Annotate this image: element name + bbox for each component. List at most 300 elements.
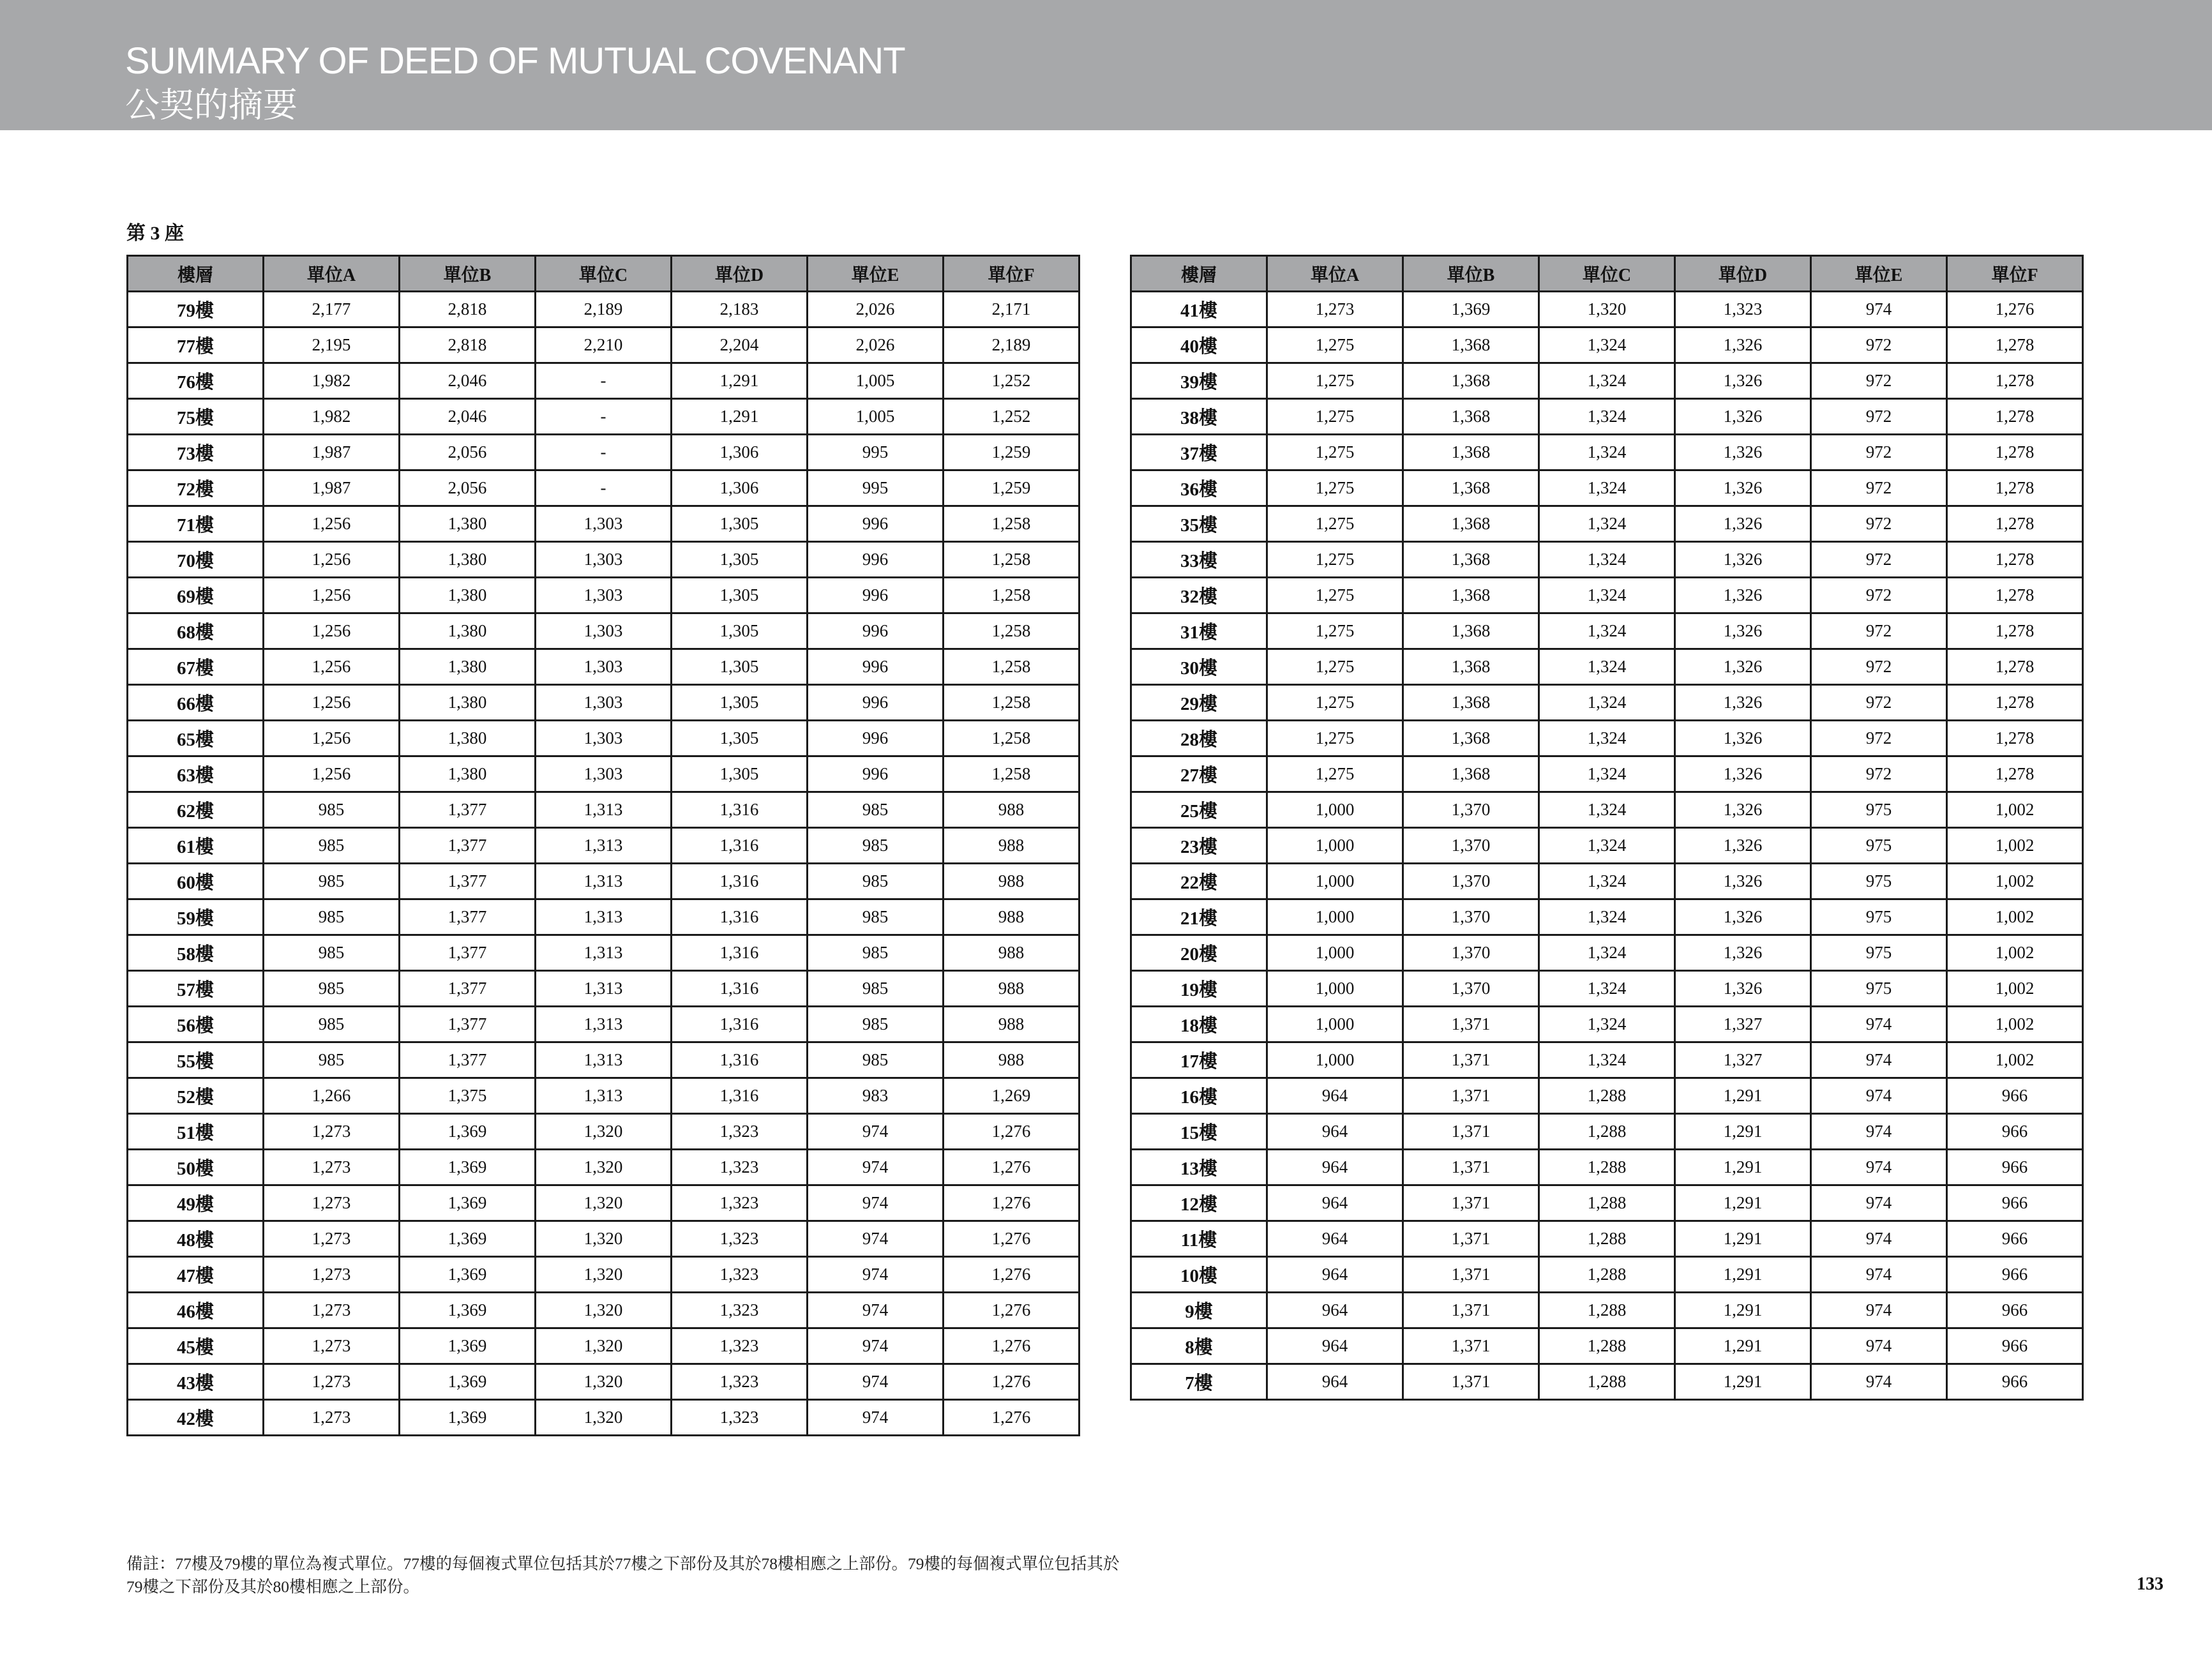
table-cell: 1,313 [536, 1042, 672, 1078]
table-cell: 1,324 [1539, 792, 1675, 828]
table-cell: 1,000 [1267, 1007, 1403, 1042]
table-cell: 1,303 [536, 685, 672, 721]
floor-label: 46樓 [128, 1293, 264, 1328]
table-cell: 974 [808, 1185, 944, 1221]
table-row [1131, 1364, 2083, 1400]
table-cell: 1,316 [672, 1007, 808, 1042]
floor-label: 57樓 [128, 971, 264, 1007]
table-cell: 975 [1811, 792, 1947, 828]
table-cell: 974 [1811, 1257, 1947, 1293]
table-cell: 1,273 [264, 1185, 400, 1221]
table-cell: 1,370 [1403, 935, 1539, 971]
table-cell: 972 [1811, 363, 1947, 399]
table-cell: 974 [1811, 1150, 1947, 1185]
table-cell: 1,316 [672, 1078, 808, 1114]
table-cell: 972 [1811, 435, 1947, 470]
floor-label: 65樓 [128, 721, 264, 756]
table-cell: 1,275 [1267, 613, 1403, 649]
table-cell: 1,276 [944, 1364, 1080, 1400]
table-cell: 1,291 [672, 363, 808, 399]
table-cell: 1,326 [1675, 363, 1811, 399]
table-cell: 1,377 [400, 1042, 536, 1078]
table-cell: 974 [1811, 1364, 1947, 1400]
table-cell: 1,324 [1539, 1007, 1675, 1042]
column-header-unit: 單位D [672, 256, 808, 292]
table-row [1131, 864, 2083, 899]
table-cell: 1,368 [1403, 649, 1539, 685]
table-cell: 2,204 [672, 327, 808, 363]
table-cell: 1,316 [672, 792, 808, 828]
table-cell: 974 [1811, 1078, 1947, 1114]
table-cell: 964 [1267, 1114, 1403, 1150]
column-header-unit: 單位C [536, 256, 672, 292]
table-cell: 1,324 [1539, 721, 1675, 756]
table-cell: 1,278 [1947, 470, 2083, 506]
table-cell: 1,306 [672, 470, 808, 506]
table-cell: 1,258 [944, 685, 1080, 721]
table-cell: 1,276 [944, 1257, 1080, 1293]
table-row [1131, 435, 2083, 470]
table-row [1131, 1042, 2083, 1078]
table-cell: 1,316 [672, 935, 808, 971]
table-cell: 996 [808, 613, 944, 649]
table-cell: 966 [1947, 1185, 2083, 1221]
table-header [1131, 256, 2083, 292]
table-cell: 1,323 [672, 1328, 808, 1364]
table-row [1131, 1114, 2083, 1150]
table-cell: 1,259 [944, 470, 1080, 506]
table-cell: 1,371 [1403, 1078, 1539, 1114]
table-cell: 1,000 [1267, 935, 1403, 971]
table-cell: 1,313 [536, 971, 672, 1007]
table-cell: 1,288 [1539, 1257, 1675, 1293]
table-cell: 1,368 [1403, 470, 1539, 506]
table-cell: - [536, 363, 672, 399]
table-cell: 1,371 [1403, 1364, 1539, 1400]
table-cell: 975 [1811, 864, 1947, 899]
table-cell: 1,288 [1539, 1185, 1675, 1221]
table-cell: 1,305 [672, 649, 808, 685]
table-cell: 1,002 [1947, 828, 2083, 864]
table-row [128, 1114, 1080, 1150]
table-cell: 996 [808, 578, 944, 613]
table-cell: 1,326 [1675, 542, 1811, 578]
table-cell: 1,368 [1403, 578, 1539, 613]
table-row [128, 828, 1080, 864]
table-cell: 1,380 [400, 613, 536, 649]
table-cell: 1,288 [1539, 1328, 1675, 1364]
table-cell: 1,278 [1947, 649, 2083, 685]
floor-label: 40樓 [1131, 327, 1267, 363]
table-cell: 985 [808, 792, 944, 828]
table-cell: 1,370 [1403, 899, 1539, 935]
table-cell: 1,278 [1947, 685, 2083, 721]
table-cell: 1,288 [1539, 1364, 1675, 1400]
table-cell: 1,276 [944, 1221, 1080, 1257]
table-cell: 975 [1811, 971, 1947, 1007]
column-header-unit: 單位E [808, 256, 944, 292]
table-cell: 1,005 [808, 363, 944, 399]
floor-label: 55樓 [128, 1042, 264, 1078]
table-row [1131, 756, 2083, 792]
table-cell: 1,324 [1539, 864, 1675, 899]
table-row [1131, 649, 2083, 685]
table-row [128, 935, 1080, 971]
floor-label: 48樓 [128, 1221, 264, 1257]
table-cell: 1,326 [1675, 971, 1811, 1007]
table-row [128, 613, 1080, 649]
table-cell: 1,982 [264, 363, 400, 399]
table-row [128, 327, 1080, 363]
table-cell: 1,380 [400, 685, 536, 721]
floor-label: 49樓 [128, 1185, 264, 1221]
table-cell: 1,256 [264, 613, 400, 649]
table-cell: 1,324 [1539, 649, 1675, 685]
table-cell: 1,278 [1947, 435, 2083, 470]
table-cell: 1,368 [1403, 685, 1539, 721]
table-cell: 1,002 [1947, 792, 2083, 828]
floor-label: 39樓 [1131, 363, 1267, 399]
table-cell: 1,303 [536, 721, 672, 756]
table-cell: 2,818 [400, 327, 536, 363]
table-cell: 974 [808, 1114, 944, 1150]
floor-label: 19樓 [1131, 971, 1267, 1007]
table-cell: 1,291 [1675, 1114, 1811, 1150]
table-cell: 1,323 [1675, 292, 1811, 327]
table-cell: 985 [808, 1007, 944, 1042]
floor-label: 37樓 [1131, 435, 1267, 470]
table-cell: 966 [1947, 1078, 2083, 1114]
table-cell: 1,276 [1947, 292, 2083, 327]
table-cell: 1,256 [264, 756, 400, 792]
column-header-unit: 單位D [1675, 256, 1811, 292]
table-body [1131, 292, 2083, 1400]
table-cell: 1,305 [672, 685, 808, 721]
table-cell: 964 [1267, 1328, 1403, 1364]
floor-label: 12樓 [1131, 1185, 1267, 1221]
table-row [1131, 292, 2083, 327]
table-cell: 1,326 [1675, 399, 1811, 435]
table-cell: 1,320 [536, 1400, 672, 1436]
floor-label: 59樓 [128, 899, 264, 935]
table-cell: 1,368 [1403, 613, 1539, 649]
table-cell: 1,288 [1539, 1150, 1675, 1185]
table-row [128, 756, 1080, 792]
table-cell: 1,303 [536, 649, 672, 685]
table-cell: 1,305 [672, 756, 808, 792]
floor-label: 68樓 [128, 613, 264, 649]
table-cell: 1,002 [1947, 864, 2083, 899]
table-cell: 1,371 [1403, 1185, 1539, 1221]
table-cell: 1,256 [264, 721, 400, 756]
table-cell: 1,275 [1267, 399, 1403, 435]
floor-label: 38樓 [1131, 399, 1267, 435]
floor-label: 22樓 [1131, 864, 1267, 899]
table-cell: 1,368 [1403, 721, 1539, 756]
floor-label: 63樓 [128, 756, 264, 792]
table-cell: 1,371 [1403, 1328, 1539, 1364]
table-row [1131, 828, 2083, 864]
table-cell: 972 [1811, 399, 1947, 435]
table-cell: 2,026 [808, 292, 944, 327]
table-cell: 983 [808, 1078, 944, 1114]
table-cell: 988 [944, 864, 1080, 899]
table-row [1131, 578, 2083, 613]
table-cell: 1,327 [1675, 1042, 1811, 1078]
column-header-unit: 單位B [400, 256, 536, 292]
floor-label: 76樓 [128, 363, 264, 399]
table-cell: 985 [808, 864, 944, 899]
table-cell: 1,291 [1675, 1150, 1811, 1185]
table-cell: 1,320 [536, 1114, 672, 1150]
table-cell: 1,326 [1675, 470, 1811, 506]
table-cell: 1,291 [1675, 1221, 1811, 1257]
table-cell: 985 [808, 935, 944, 971]
table-cell: 1,278 [1947, 399, 2083, 435]
table-cell: 1,380 [400, 756, 536, 792]
table-row [128, 1400, 1080, 1436]
table-cell: 1,369 [400, 1185, 536, 1221]
table-cell: 1,320 [536, 1221, 672, 1257]
table-cell: 1,377 [400, 1007, 536, 1042]
table-cell: 1,276 [944, 1293, 1080, 1328]
table-cell: 1,320 [536, 1150, 672, 1185]
table-cell: 985 [264, 792, 400, 828]
page-title-zh: 公契的摘要 [125, 85, 297, 125]
table-cell: 985 [808, 1042, 944, 1078]
table-cell: 1,368 [1403, 756, 1539, 792]
table-cell: 988 [944, 899, 1080, 935]
floor-label: 8樓 [1131, 1328, 1267, 1364]
table-cell: 1,275 [1267, 435, 1403, 470]
table-cell: 2,171 [944, 292, 1080, 327]
table-row [128, 1221, 1080, 1257]
table-cell: 1,288 [1539, 1221, 1675, 1257]
floor-label: 77樓 [128, 327, 264, 363]
table-cell: 966 [1947, 1114, 2083, 1150]
table-cell: 1,275 [1267, 542, 1403, 578]
table-row [128, 1078, 1080, 1114]
table-cell: 1,303 [536, 578, 672, 613]
table-cell: 996 [808, 542, 944, 578]
table-cell: 1,273 [1267, 292, 1403, 327]
table-cell: 1,320 [1539, 292, 1675, 327]
table-cell: 1,320 [536, 1293, 672, 1328]
table-cell: 1,324 [1539, 971, 1675, 1007]
table-cell: 1,369 [400, 1400, 536, 1436]
table-cell: 1,313 [536, 792, 672, 828]
table-cell: 2,056 [400, 470, 536, 506]
table-cell: 972 [1811, 506, 1947, 542]
floor-label: 47樓 [128, 1257, 264, 1293]
table-cell: 1,291 [1675, 1364, 1811, 1400]
table-cell: 1,000 [1267, 864, 1403, 899]
table-cell: 1,324 [1539, 363, 1675, 399]
table-cell: 1,278 [1947, 363, 2083, 399]
table-cell: 1,273 [264, 1293, 400, 1328]
table-cell: 974 [808, 1150, 944, 1185]
table-cell: 2,183 [672, 292, 808, 327]
table-cell: 1,291 [1675, 1293, 1811, 1328]
table-cell: 1,256 [264, 506, 400, 542]
table-row [128, 578, 1080, 613]
table-cell: 1,324 [1539, 506, 1675, 542]
table-cell: 1,987 [264, 435, 400, 470]
table-cell: 1,002 [1947, 971, 2083, 1007]
table-cell: 1,273 [264, 1114, 400, 1150]
table-cell: 974 [1811, 1185, 1947, 1221]
floor-label: 21樓 [1131, 899, 1267, 935]
column-header-unit: 單位E [1811, 256, 1947, 292]
floor-label: 42樓 [128, 1400, 264, 1436]
table-cell: 1,275 [1267, 506, 1403, 542]
floor-label: 66樓 [128, 685, 264, 721]
header-band [0, 0, 2212, 130]
table-cell: 1,371 [1403, 1114, 1539, 1150]
table-cell: 996 [808, 756, 944, 792]
table-cell: 1,323 [672, 1364, 808, 1400]
table-row [128, 506, 1080, 542]
table-row [128, 899, 1080, 935]
table-cell: 1,369 [400, 1328, 536, 1364]
table-row [1131, 1078, 2083, 1114]
floor-label: 67樓 [128, 649, 264, 685]
table-cell: 974 [808, 1293, 944, 1328]
table-cell: 1,303 [536, 542, 672, 578]
table-cell: 974 [808, 1328, 944, 1364]
table-cell: 964 [1267, 1078, 1403, 1114]
table-cell: 1,278 [1947, 721, 2083, 756]
column-header-floor: 樓層 [1131, 256, 1267, 292]
table-cell: 1,982 [264, 399, 400, 435]
table-cell: 1,005 [808, 399, 944, 435]
floor-label: 69樓 [128, 578, 264, 613]
table-cell: 1,305 [672, 721, 808, 756]
table-cell: 1,320 [536, 1328, 672, 1364]
table-cell: 1,326 [1675, 899, 1811, 935]
table-cell: 1,266 [264, 1078, 400, 1114]
table-cell: 1,377 [400, 864, 536, 899]
table-row [128, 792, 1080, 828]
table-cell: 1,324 [1539, 756, 1675, 792]
table-cell: 1,258 [944, 542, 1080, 578]
table-cell: 974 [808, 1221, 944, 1257]
floor-label: 16樓 [1131, 1078, 1267, 1114]
table-cell: 974 [808, 1400, 944, 1436]
table-cell: 966 [1947, 1293, 2083, 1328]
table-cell: 985 [264, 864, 400, 899]
table-cell: 985 [264, 828, 400, 864]
table-cell: 1,291 [1675, 1185, 1811, 1221]
table-cell: 972 [1811, 756, 1947, 792]
table-cell: 2,195 [264, 327, 400, 363]
table-row [128, 363, 1080, 399]
table-cell: 1,316 [672, 1042, 808, 1078]
header-row [1131, 256, 2083, 292]
floor-label: 45樓 [128, 1328, 264, 1364]
floor-label: 15樓 [1131, 1114, 1267, 1150]
table-row [128, 542, 1080, 578]
table-cell: 1,259 [944, 435, 1080, 470]
table-cell: 975 [1811, 935, 1947, 971]
table-row [128, 1185, 1080, 1221]
table-cell: 1,371 [1403, 1293, 1539, 1328]
table-cell: 1,316 [672, 899, 808, 935]
table-cell: 974 [1811, 292, 1947, 327]
table-row [128, 1042, 1080, 1078]
floor-label: 28樓 [1131, 721, 1267, 756]
table-cell: - [536, 435, 672, 470]
table-cell: 1,324 [1539, 327, 1675, 363]
table-cell: 964 [1267, 1293, 1403, 1328]
table-cell: 1,303 [536, 613, 672, 649]
table-cell: 1,273 [264, 1400, 400, 1436]
table-cell: 964 [1267, 1364, 1403, 1400]
column-header-unit: 單位B [1403, 256, 1539, 292]
table-cell: 1,000 [1267, 899, 1403, 935]
table-row [1131, 327, 2083, 363]
column-header-floor: 樓層 [128, 256, 264, 292]
table-cell: 974 [1811, 1007, 1947, 1042]
table-row [1131, 792, 2083, 828]
floor-label: 58樓 [128, 935, 264, 971]
table-cell: 1,370 [1403, 828, 1539, 864]
floor-label: 50樓 [128, 1150, 264, 1185]
page-title-en: SUMMARY OF DEED OF MUTUAL COVENANT [125, 40, 905, 82]
table-row [1131, 899, 2083, 935]
table-cell: 975 [1811, 899, 1947, 935]
table-cell: 1,369 [400, 1293, 536, 1328]
table-cell: 972 [1811, 542, 1947, 578]
floor-label: 43樓 [128, 1364, 264, 1400]
table-row [128, 292, 1080, 327]
table-cell: 2,026 [808, 327, 944, 363]
table-cell: 1,252 [944, 399, 1080, 435]
table-cell: 1,326 [1675, 327, 1811, 363]
floor-label: 52樓 [128, 1078, 264, 1114]
table-cell: 1,000 [1267, 792, 1403, 828]
table-row [1131, 399, 2083, 435]
table-cell: 1,276 [944, 1150, 1080, 1185]
table-cell: 1,275 [1267, 721, 1403, 756]
floor-label: 61樓 [128, 828, 264, 864]
table-cell: 985 [264, 1007, 400, 1042]
table-cell: 1,369 [400, 1257, 536, 1293]
table-cell: 1,000 [1267, 971, 1403, 1007]
table-cell: 1,380 [400, 542, 536, 578]
table-row [1131, 685, 2083, 721]
table-cell: 1,380 [400, 578, 536, 613]
table-cell: 1,258 [944, 578, 1080, 613]
table-cell: 966 [1947, 1257, 2083, 1293]
table-cell: 1,275 [1267, 327, 1403, 363]
table-cell: 1,275 [1267, 756, 1403, 792]
table-cell: 1,269 [944, 1078, 1080, 1114]
table-header [128, 256, 1080, 292]
table-row [128, 1007, 1080, 1042]
table-cell: 1,324 [1539, 435, 1675, 470]
footnote: 備註：77樓及79樓的單位為複式單位。77樓的每個複式單位包括其於77樓之下部份及其於78樓相應之上部份。79樓的每個複式單位包括其於79樓之下部份及其於80樓相應之上部份。 [126, 1554, 1120, 1596]
floor-label: 30樓 [1131, 649, 1267, 685]
floor-label: 71樓 [128, 506, 264, 542]
table-cell: - [536, 399, 672, 435]
table-cell: 985 [808, 899, 944, 935]
table-cell: 1,305 [672, 578, 808, 613]
table-cell: 988 [944, 971, 1080, 1007]
table-cell: 1,377 [400, 899, 536, 935]
table-cell: 1,323 [672, 1185, 808, 1221]
table-cell: 1,316 [672, 971, 808, 1007]
